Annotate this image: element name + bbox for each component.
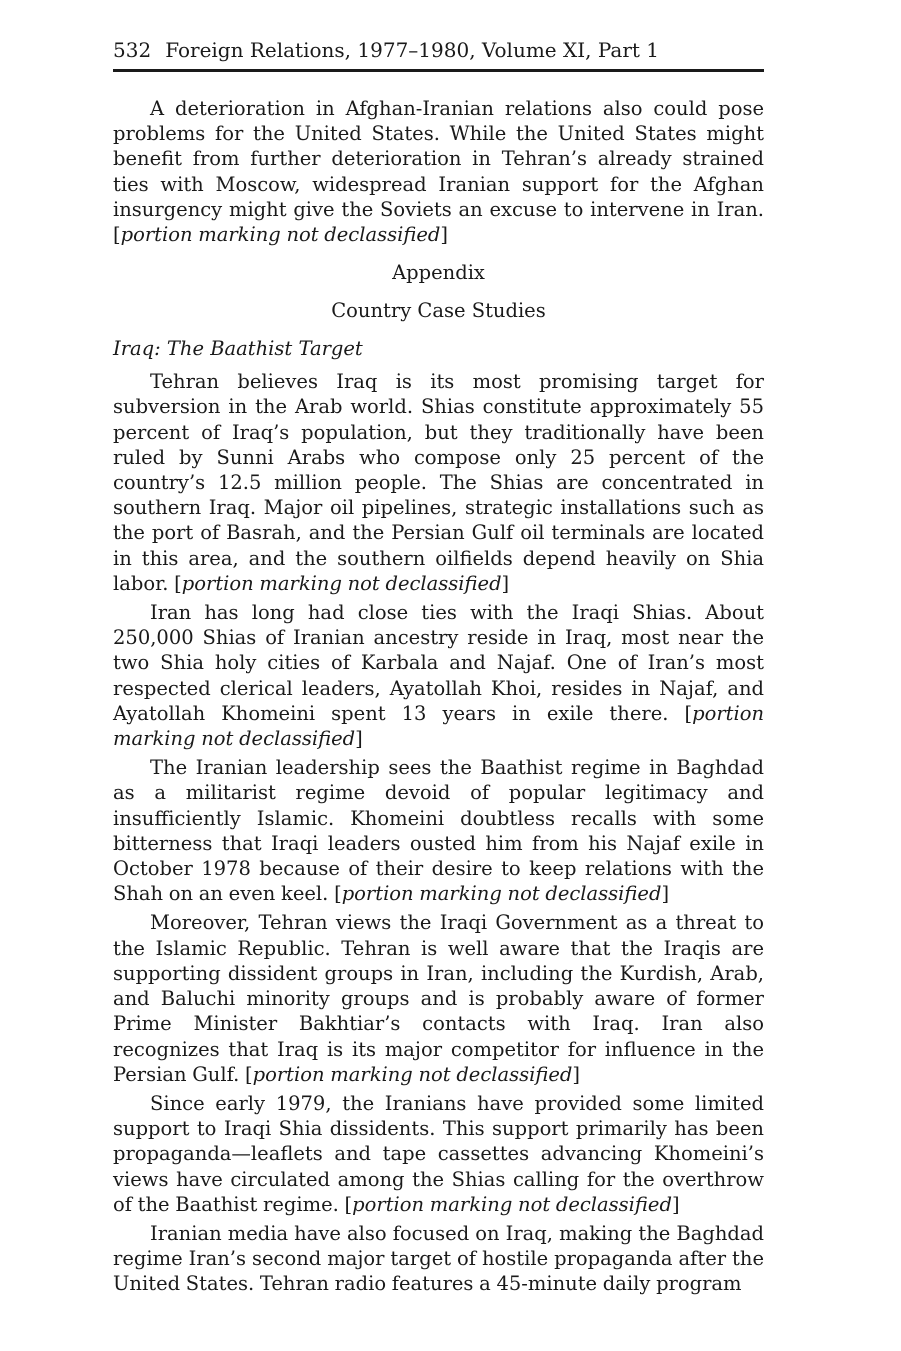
appendix-subtitle: Country Case Studies (331, 299, 546, 323)
body-paragraph: Iranian media have also focused on Iraq, making the Baghdad regime Iran’s second major target of hostile propaganda after the United States. Tehran radio features a 45-minute daily program (113, 1221, 764, 1296)
portion-marking: portion marking not declassified (352, 1192, 672, 1216)
header-rule (113, 69, 764, 72)
document-page (113, 36, 764, 1297)
portion-marking: portion marking not declassified (341, 882, 662, 906)
portion-marking: portion marking not declassified (113, 701, 765, 751)
running-title: Foreign Relations, 1977–1980, Volume XI, Part 1 (165, 38, 660, 62)
portion-marking: portion marking not declassified (120, 223, 441, 247)
body-paragraph: Tehran believes Iraq is its most promising target for subversion in the Arab world. Shias constitute approximately 55 percent of Iraq’s population, but they traditionally have been ruled by Sunni Arabs who compose only 25 percent of the country’s 12.5 million people. The Shias are concentrated in southern Iraq. Major oil pipelines, strategic installations such as the port of Basrah, and the Persian Gulf oil terminals are located in this area, and the southern oilfields depend heavily on Shia labor. [portion marking not declassified] (113, 370, 764, 595)
body-paragraph: Since early 1979, the Iranians have provided some limited support to Iraqi Shia dissidents. This support primarily has been propaganda—leaflets and tape cassettes advancing Khomeini’s views have circulated among the Shias calling for the overthrow of the Baathist regime. [portion marking not declassified] (113, 1091, 764, 1216)
portion-marking: portion marking not declassified (252, 1062, 573, 1086)
body-paragraph: The Iranian leadership sees the Baathist regime in Baghdad as a militarist regime devoid of popular legitimacy and insufficiently Islamic. Khomeini doubtless recalls with some bitterness that Iraqi leaders ousted him from his Najaf exile in October 1978 because of their desire to keep relations with the Shah on an even keel. [portion marking not declassified] (113, 756, 764, 906)
section-heading: Iraq: The Baathist Target (113, 337, 363, 361)
body-paragraph: Iran has long had close ties with the Iraqi Shias. About 250,000 Shias of Iranian ancestry reside in Iraq, most near the two Shia holy cities of Karbala and Najaf. One of Iran’s most respected clerical leaders, Ayatollah Khoi, resides in Najaf, and Ayatollah Khomeini spent 13 years in exile there. [portion marking not declassified] (113, 601, 765, 751)
intro-paragraph: A deterioration in Afghan-Iranian relations also could pose problems for the United States. While the United States might benefit from further deterioration in Tehran’s already strained ties with Moscow, widespread Iranian support for the Afghan insurgency might give the Soviets an excuse to intervene in Iran. [portion marking not declassified] (113, 97, 764, 247)
page-number: 532 (113, 38, 152, 62)
appendix-title: Appendix (392, 261, 485, 285)
running-header (113, 36, 764, 64)
portion-marking: portion marking not declassified (181, 571, 502, 595)
body-paragraph: Moreover, Tehran views the Iraqi Government as a threat to the Islamic Republic. Tehran is well aware that the Iraqis are supporting dissident groups in Iran, including the Kurdish, Arab, and Baluchi minority groups and is probably aware of former Prime Minister Bakhtiar’s contacts with Iraq. Iran also recognizes that Iraq is its major competitor for influence in the Persian Gulf. [portion marking not declassified] (113, 911, 764, 1086)
